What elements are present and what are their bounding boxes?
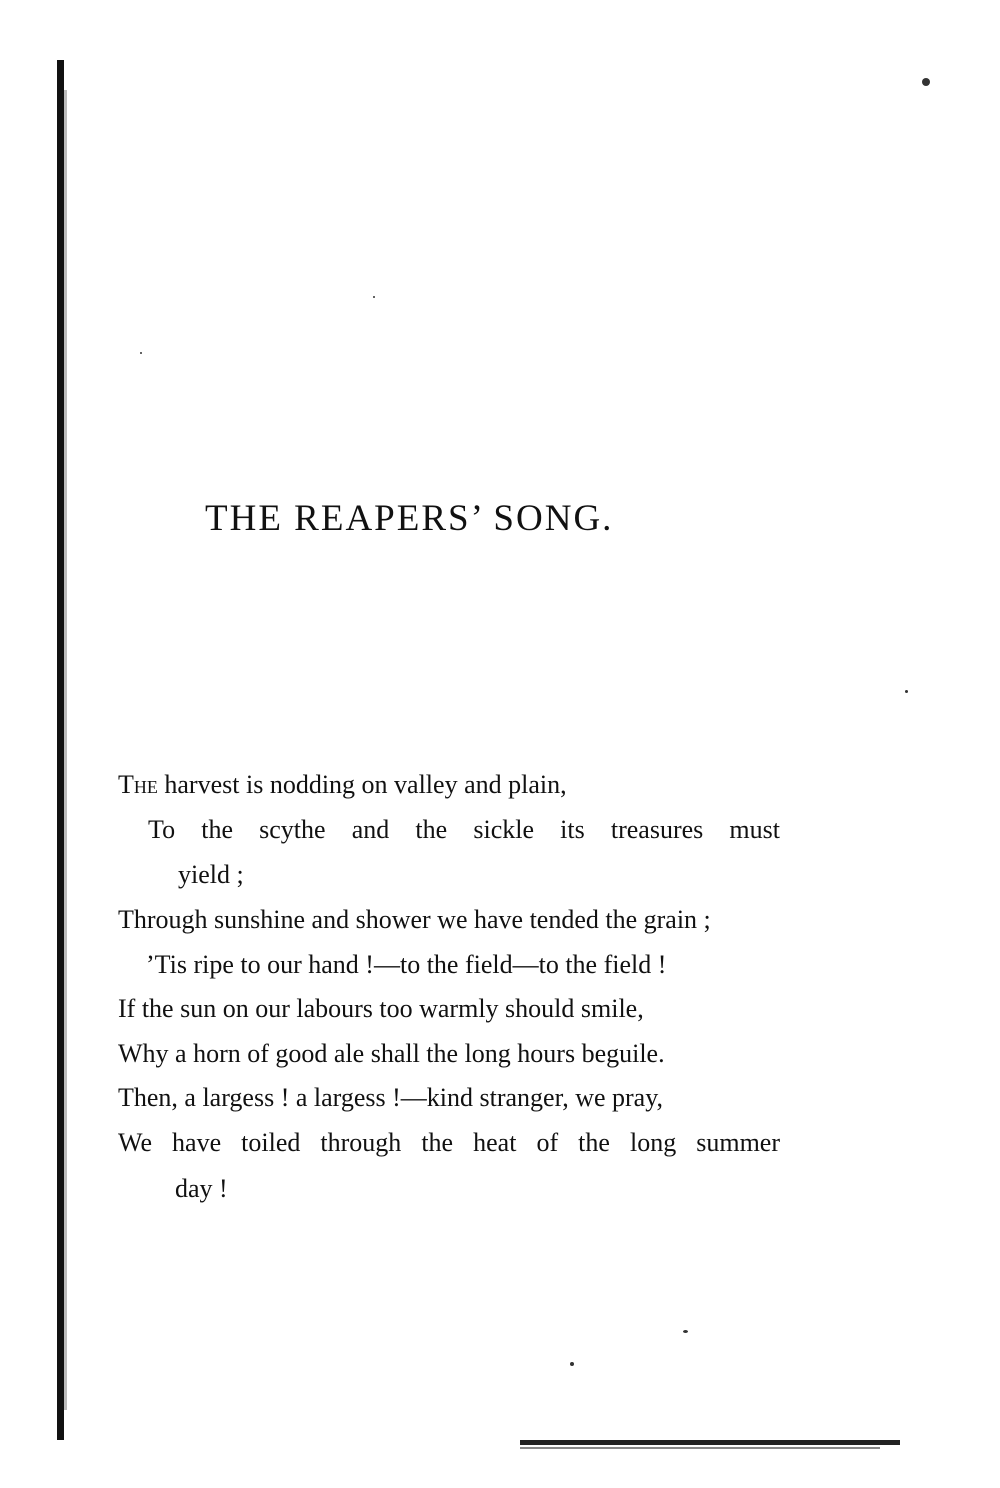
poem-line-4: Through sunshine and shower we have tended the grain ; xyxy=(118,905,711,934)
poem-first-word: The xyxy=(118,770,158,799)
poem-line-9: We have toiled through the heat of the long summer xyxy=(118,1128,780,1157)
poem-line-2: To the scythe and the sickle its treasures must xyxy=(148,815,780,844)
poem-line-10: day ! xyxy=(175,1174,228,1203)
poem-line-6: If the sun on our labours too warmly should smile, xyxy=(118,994,644,1023)
poem-line-3: yield ; xyxy=(178,860,244,889)
poem-line-5: ’Tis ripe to our hand !—to the field—to the field ! xyxy=(146,950,667,979)
poem-line-1-text: harvest is nodding on valley and plain, xyxy=(157,770,567,799)
poem-line-7: Why a horn of good ale shall the long hours beguile. xyxy=(118,1039,665,1068)
poem-line-8: Then, a largess ! a largess !—kind stranger, we pray, xyxy=(118,1083,664,1112)
poem-line-1 xyxy=(118,770,567,800)
poem-title: THE REAPERS’ SONG. xyxy=(205,498,614,539)
